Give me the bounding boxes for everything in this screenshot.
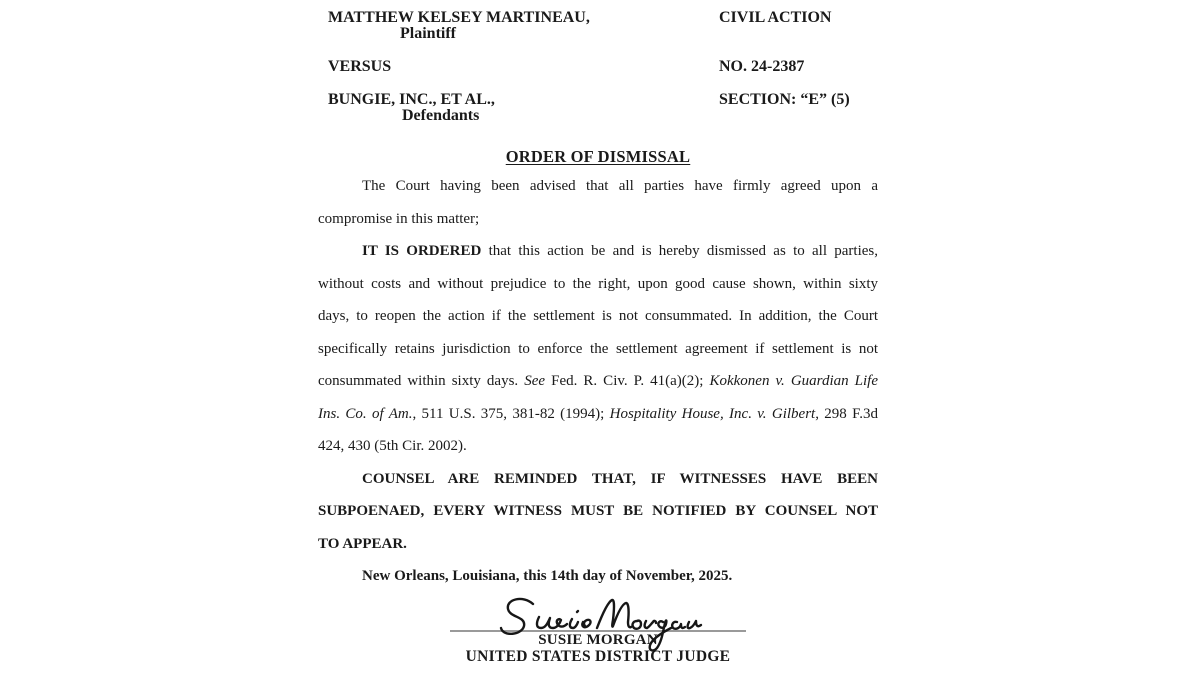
body-line <box>318 528 878 561</box>
case-caption <box>328 9 888 129</box>
body-line <box>318 333 878 366</box>
body-line <box>318 268 878 301</box>
plaintiff-name: MATTHEW KELSEY MARTINEAU, <box>328 9 590 26</box>
text-segment: See <box>524 373 546 389</box>
signature-block <box>318 594 878 672</box>
judge-signature-script-icon <box>493 594 703 656</box>
body-line <box>318 398 878 431</box>
text-segment: New Orleans, Louisiana, this 14th day of November, 2025. <box>362 568 733 584</box>
text-segment: consummated within sixty days. <box>318 373 525 389</box>
text-segment: Hospitality House, Inc. v. Gilbert <box>609 405 816 422</box>
body-line <box>318 463 878 496</box>
body-line <box>318 365 878 398</box>
body-line <box>318 300 878 333</box>
text-segment: 424, 430 (5th Cir. 2002). <box>318 438 467 454</box>
body-line <box>318 203 878 236</box>
body-line <box>318 560 878 593</box>
defendant-name: BUNGIE, INC., ET AL., <box>328 91 495 108</box>
civil-action-label: CIVIL ACTION <box>719 9 832 26</box>
text-segment: that this action be and is hereby dismissed as to all parties, <box>481 243 878 259</box>
text-segment: , 511 U.S. 375, 381-82 (1994); <box>412 405 610 422</box>
text-segment: SUBPOENAED, EVERY WITNESS MUST BE NOTIFIED BY COUNSEL NOT <box>318 503 878 519</box>
body-line <box>318 235 878 268</box>
text-segment: compromise in this matter; <box>318 210 480 227</box>
body-line <box>318 170 878 203</box>
text-segment: without costs and without prejudice to the right, upon good cause shown, within sixty <box>318 275 878 292</box>
text-segment: Kokkonen v. Guardian Life <box>709 373 878 389</box>
text-segment: Fed. R. Civ. P. 41(a)(2); <box>545 373 710 389</box>
body-line <box>318 430 878 463</box>
judge-title: UNITED STATES DISTRICT JUDGE <box>465 648 731 665</box>
order-title: ORDER OF DISMISSAL <box>505 147 691 166</box>
defendant-role: Defendants <box>402 107 480 124</box>
text-segment: COUNSEL ARE REMINDED THAT, IF WITNESSES HAVE BEEN <box>362 470 878 487</box>
plaintiff-role: Plaintiff <box>400 25 456 42</box>
text-segment: days, to reopen the action if the settlement is not consummated. In addition, the Court <box>318 308 878 324</box>
section-label: SECTION: “E” (5) <box>719 91 850 108</box>
text-segment: IT IS ORDERED <box>362 243 482 259</box>
text-segment: TO APPEAR. <box>318 535 407 552</box>
versus-label: VERSUS <box>328 58 392 75</box>
text-segment: The Court having been advised that all parties have firmly agreed upon a <box>362 178 878 194</box>
text-segment: Ins. Co. of Am. <box>318 405 413 422</box>
order-body <box>318 170 878 593</box>
body-line <box>318 495 878 528</box>
judge-name: SUSIE MORGAN <box>538 632 658 648</box>
text-segment: specifically retains jurisdiction to enforce the settlement agreement if settlement is not <box>318 340 878 357</box>
case-number: NO. 24-2387 <box>719 58 805 75</box>
text-segment: , 298 F.3d <box>815 405 878 422</box>
